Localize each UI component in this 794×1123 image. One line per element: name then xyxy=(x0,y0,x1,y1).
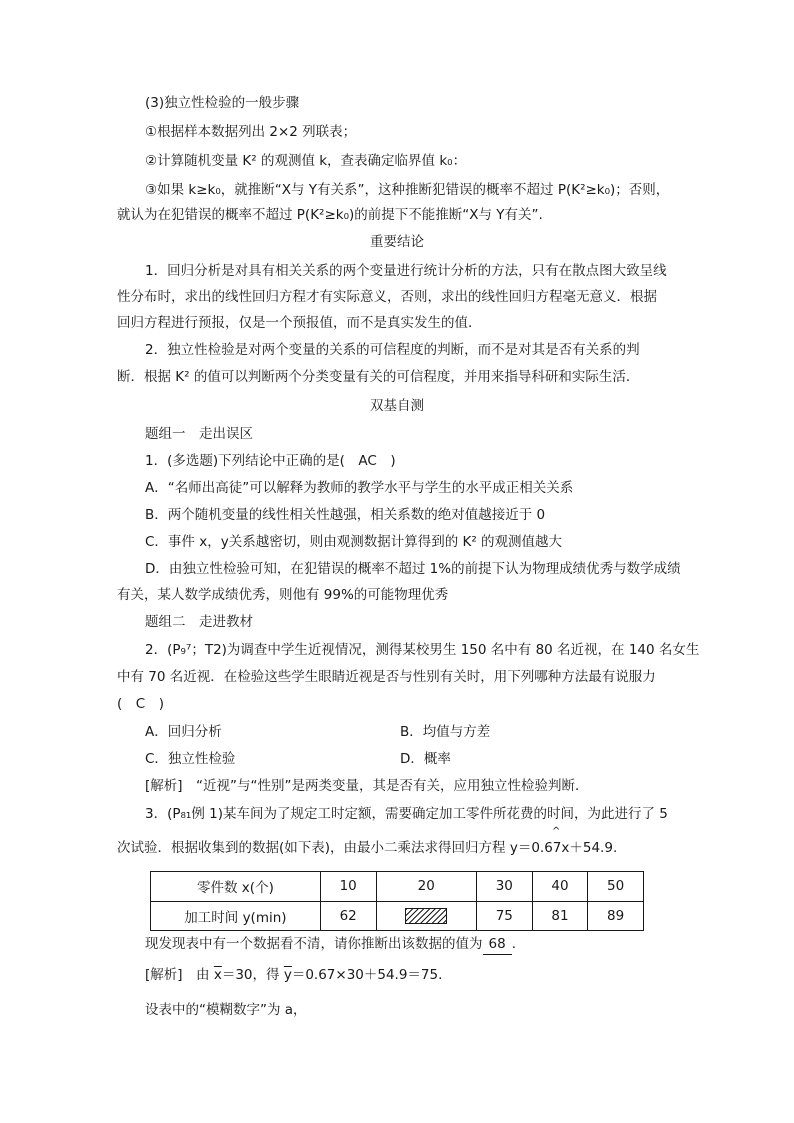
jx-label: [解析] 由 xyxy=(145,967,210,983)
self-test-title: 双基自测 xyxy=(370,398,424,414)
step-3-line-1: ③如果 k≥k₀，就推断“X与 Y有关系”，这种推断犯错误的概率不超过 P(K²≥k₀)；否则， xyxy=(145,182,670,198)
q3-period: . xyxy=(511,936,516,952)
q3-text: 次试验．根据收集到的数据(如下表)，由最小二乘法求得回归方程 xyxy=(117,840,506,856)
q1-option-d-line-2: 有关，某人数学成绩优秀，则他有 99%的可能物理优秀 xyxy=(117,587,449,603)
y-bar: $\overline{y}$ xyxy=(283,967,292,983)
q1-option-b: B．两个随机变量的线性相关性越强，相关系数的绝对值越接近于 0 xyxy=(145,507,546,523)
y-hat-mark: ^ xyxy=(552,826,561,837)
q2-option-a: A．回归分析 xyxy=(145,724,222,740)
q1-option-d-line-1: D．由独立性检验可知，在犯错误的概率不超过 1%的前提下认为物理成绩优秀与数学成绩 xyxy=(145,561,681,577)
question-1: 1．(多选题)下列结论中正确的是( AC ) xyxy=(145,453,396,469)
table-cell: 30 xyxy=(476,872,532,902)
table-row xyxy=(151,872,644,902)
conclusion-1-line-2: 性分布时，求出的线性回归方程才有实际意义，否则，求出的线性回归方程毫无意义．根据 xyxy=(117,289,657,305)
group-2-title: 题组二 走进教材 xyxy=(145,614,253,630)
conclusions-title: 重要结论 xyxy=(370,234,424,250)
table-cell: 50 xyxy=(588,872,644,902)
table-cell: 62 xyxy=(320,901,376,931)
x-bar: $\overline{x}$ xyxy=(213,967,222,983)
question-2-answer: ( C ) xyxy=(117,696,164,712)
q1-option-c: C．事件 x，y关系越密切，则由观测数据计算得到的 K² 的观测值越大 xyxy=(145,534,563,550)
steps-heading: (3)独立性检验的一般步骤 xyxy=(145,95,300,111)
q3-ask-text: 现发现表中有一个数据看不清，请你推断出该数据的值为 xyxy=(145,936,483,952)
question-2-line-1: 2．(P₉⁷；T2)为调查中学生近视情况，测得某校男生 150 名中有 80 名近视，在 140 名女生 xyxy=(145,642,700,658)
q3-ask xyxy=(145,934,516,955)
blurred-value-hatch xyxy=(405,908,447,924)
step-3-line-2: 就认为在犯错误的概率不超过 P(K²≥k₀)的前提下不能推断“X与 Y有关”. xyxy=(117,207,543,223)
last-line: 设表中的“模糊数字”为 a， xyxy=(145,1002,307,1018)
q2-option-c: C．独立性检验 xyxy=(145,751,236,767)
q3-explanation xyxy=(145,965,442,985)
jx-mid: ＝30，得 xyxy=(221,967,280,983)
row-label-time: 加工时间 y(min) xyxy=(151,901,321,931)
conclusion-2-line-2: 断．根据 K² 的值可以判断两个分类变量有关的可信程度，并用来指导科研和实际生活． xyxy=(117,369,640,385)
step-1: ①根据样本数据列出 2×2 列联表； xyxy=(145,124,357,140)
question-3-line-2 xyxy=(117,838,617,858)
conclusion-1-line-1: 1．回归分析是对具有相关关系的两个变量进行统计分析的方法，只有在散点图大致呈线 xyxy=(145,263,667,279)
q1-option-a: A．“名师出高徒”可以解释为教师的教学水平与学生的水平成正相关关系 xyxy=(145,480,574,496)
table-cell: 40 xyxy=(532,872,588,902)
table-cell: 89 xyxy=(588,901,644,931)
group-1-title: 题组一 走出误区 xyxy=(145,426,253,442)
row-label-parts: 零件数 x(个) xyxy=(151,872,321,902)
blurred-cell xyxy=(376,901,476,931)
q2-option-d: D．概率 xyxy=(400,751,451,767)
table-cell: 10 xyxy=(320,872,376,902)
conclusion-2-line-1: 2．独立性检验是对两个变量的关系的可信程度的判断，而不是对其是否有关系的判 xyxy=(145,342,640,358)
table-cell: 75 xyxy=(476,901,532,931)
q3-answer: 68 xyxy=(483,934,512,955)
regression-equation: y＝0.67x＋54.9. xyxy=(509,840,618,856)
question-2-line-2: 中有 70 名近视．在检验这些学生眼睛近视是否与性别有关时，用下列哪种方法最有说服力 xyxy=(117,669,656,685)
q2-explanation: [解析] “近视”与“性别”是两类变量，其是否有关，应用独立性检验判断． xyxy=(145,778,589,794)
table-cell: 81 xyxy=(532,901,588,931)
q2-option-b: B．均值与方差 xyxy=(400,724,491,740)
data-table xyxy=(150,871,644,931)
question-3-line-1: 3．(P₈₁例 1)某车间为了规定工时定额，需要确定加工零件所花费的时间，为此进行了 5 xyxy=(145,806,668,822)
jx-rest: ＝0.67×30＋54.9＝75. xyxy=(291,967,443,983)
table-row xyxy=(151,901,644,931)
table-cell: 20 xyxy=(376,872,476,902)
conclusion-1-line-3: 回归方程进行预报，仅是一个预报值，而不是真实发生的值． xyxy=(117,315,482,331)
step-2: ②计算随机变量 K² 的观测值 k，查表确定临界值 k₀： xyxy=(145,153,467,169)
